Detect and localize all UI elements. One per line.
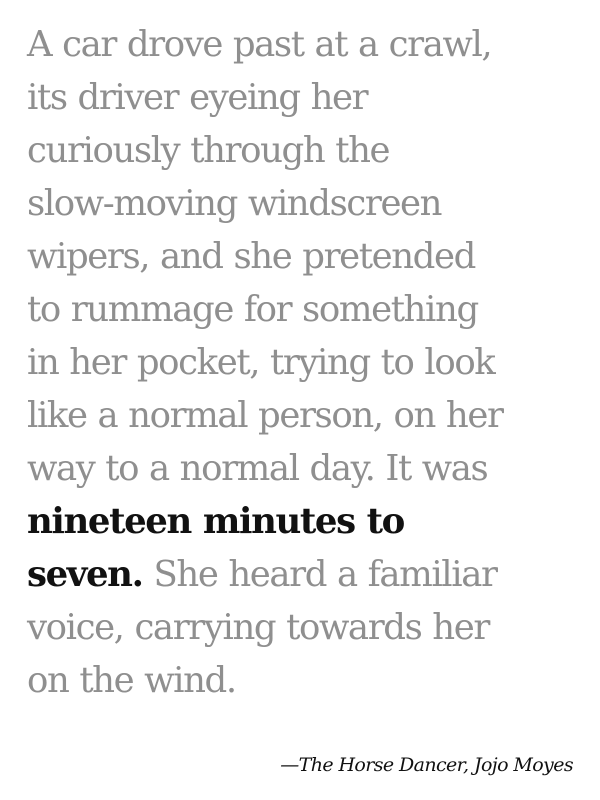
passage-line: like a normal person, on her: [27, 395, 503, 436]
passage-line: A car drove past at a crawl,: [27, 24, 492, 65]
passage-line: in her pocket, trying to look: [27, 342, 495, 383]
quote-passage: [27, 18, 575, 707]
passage-line: on the wind.: [27, 660, 236, 701]
passage-line: slow-moving windscreen: [27, 183, 442, 224]
highlighted-phrase-end: seven.: [27, 554, 143, 595]
passage-line: voice, carrying towards her: [27, 607, 489, 648]
passage-line-rest: She heard a familiar: [142, 554, 497, 595]
passage-line: way to a normal day. It was: [27, 448, 488, 489]
passage-line: wipers, and she pretended: [27, 236, 475, 277]
passage-line: its driver eyeing her: [27, 77, 368, 118]
passage-line: to rummage for something: [27, 289, 478, 330]
highlighted-phrase: nineteen minutes to: [27, 501, 404, 542]
quote-attribution: —The Horse Dancer, Jojo Moyes: [280, 754, 573, 776]
passage-line: [27, 548, 575, 601]
passage-line: curiously through the: [27, 130, 390, 171]
